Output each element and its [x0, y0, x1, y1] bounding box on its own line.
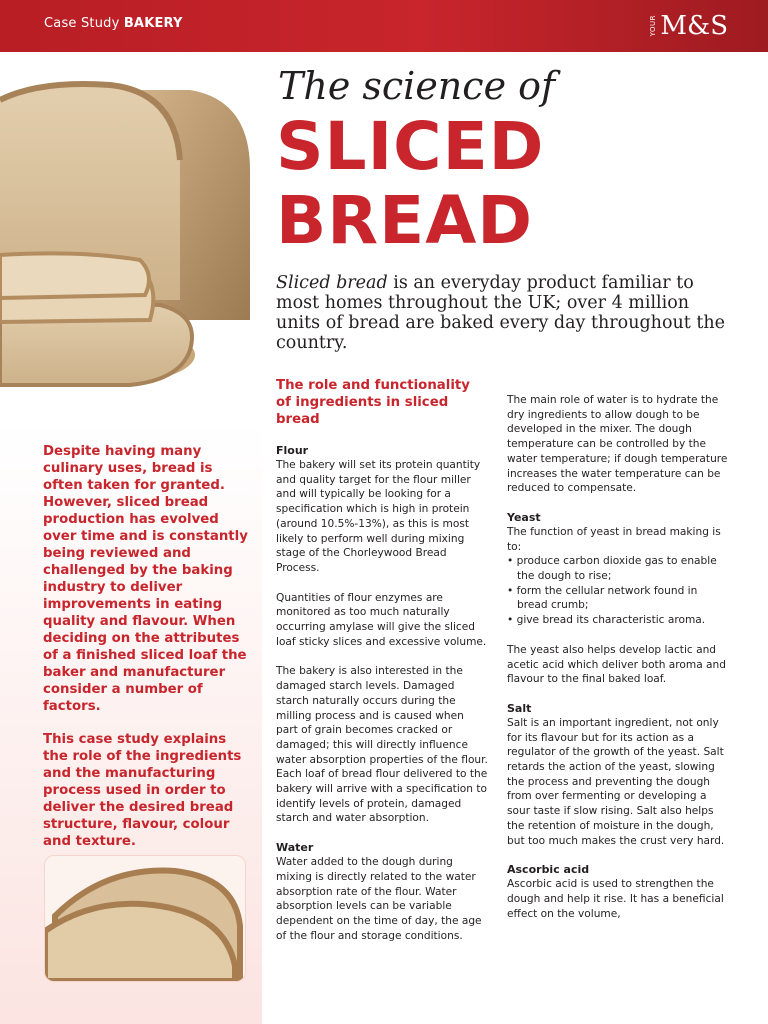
yeast-intro: The function of yeast in bread making is to: [507, 525, 721, 553]
flour-paragraph-3: The bakery is also interested in the damaged starch levels. Damaged starch naturally occurs during the milling process and is caused when part of grain becomes cracked or damaged; this will directly influence water absorption properties of the flour. Each loaf of bread flour delivered to the bakery will arrive with a specification to identify levels of protein, damaged starch and water absorption. [276, 665, 488, 825]
page-title [276, 110, 544, 258]
lead-italic: Sliced bread [276, 273, 388, 293]
flour-paragraph-2: Quantities of flour enzymes are monitored as too much naturally occurring amylase will give the sliced loaf sticky slices and excessive volume. [276, 591, 487, 648]
ms-logo [649, 10, 728, 42]
yeast-bullet: • give bread its characteristic aroma. [507, 613, 729, 628]
case-study-prefix: Case Study [44, 16, 120, 31]
column-2 [507, 393, 729, 936]
salt-paragraph: Salt is an important ingredient, not only for its flavour but for its action as a regulator of the growth of the yeast. Salt retards the action of the yeast, slowing the process and preventing the dough from over fermenting or developing a sour taste if slow rising. Salt also helps the retention of moisture in the dough, but too much makes the crust very hard. [507, 716, 725, 847]
lead-paragraph [276, 273, 732, 353]
sidebar-paragraph-1: Despite having many culinary uses, bread is often taken for granted. However, sliced bread production has evolved over time and is constantly being reviewed and challenged by the baking industry to deliver improvements in eating quality and flavour. When deciding on the attributes of a finished sliced loaf the baker and manufacturer consider a number of factors. [43, 444, 248, 714]
ascorbic-acid-heading: Ascorbic acid [507, 863, 590, 877]
title-line-sliced: SLICED [276, 108, 545, 185]
flour-paragraph-1: The bakery will set its protein quantity and quality target for the flour miller and will typically be looking for a specification which is high in protein (around 10.5%-13%), as this is most likely to perform well during mixing stage of the Chorleywood Bread Process. [276, 459, 481, 574]
sliced-bread-loaf-image [0, 60, 262, 420]
salt-heading: Salt [507, 701, 532, 715]
sidebar-intro [43, 443, 253, 866]
sidebar-paragraph-2: This case study explains the role of the ingredients and the manufacturing process used in order to deliver the desired bread structure, flavour, colour and texture. [43, 732, 242, 849]
column-1 [276, 377, 488, 958]
section-title: The role and functionality of ingredients in sliced bread [276, 378, 470, 427]
logo-your: YOUR [649, 15, 658, 37]
case-study-category: BAKERY [123, 16, 183, 31]
yeast-paragraph-2: The yeast also helps develop lactic and acetic acid which deliver both aroma and flavour to the final baked loaf. [507, 643, 726, 686]
case-study-label [44, 16, 183, 31]
yeast-heading: Yeast [507, 510, 541, 524]
yeast-bullet: • produce carbon dioxide gas to enable the dough to rise; [507, 554, 729, 583]
lead-rest: is an everyday product familiar to most homes throughout the UK; over 4 million units of bread are baked every day throughout the country. [276, 273, 726, 353]
bread-slices-image [45, 856, 245, 981]
header-bar [0, 0, 768, 52]
water-paragraph-1: Water added to the dough during mixing is directly related to the water absorption rate of the flour. Water absorption levels can be variable dependent on the time of day, the age of the flour and storage conditions. [276, 856, 482, 942]
water-paragraph-2: The main role of water is to hydrate the dry ingredients to allow dough to be developed in the mixer. The dough temperature can be controlled by the water temperature; if dough temperature increases the water temperature can be reduced to compensate. [507, 394, 728, 495]
logo-ms: M&S [660, 11, 728, 41]
ascorbic-acid-paragraph: Ascorbic acid is used to strengthen the dough and help it rise. It has a beneficial effect on the volume, [507, 878, 724, 920]
flour-heading: Flour [276, 444, 309, 457]
water-heading: Water [276, 841, 314, 855]
title-script: The science of [278, 64, 556, 108]
yeast-bullet: • form the cellular network found in bread crumb; [507, 584, 729, 613]
title-line-bread: BREAD [276, 182, 534, 259]
yeast-bullet-list [507, 554, 729, 628]
bread-slices-photo [44, 855, 246, 982]
